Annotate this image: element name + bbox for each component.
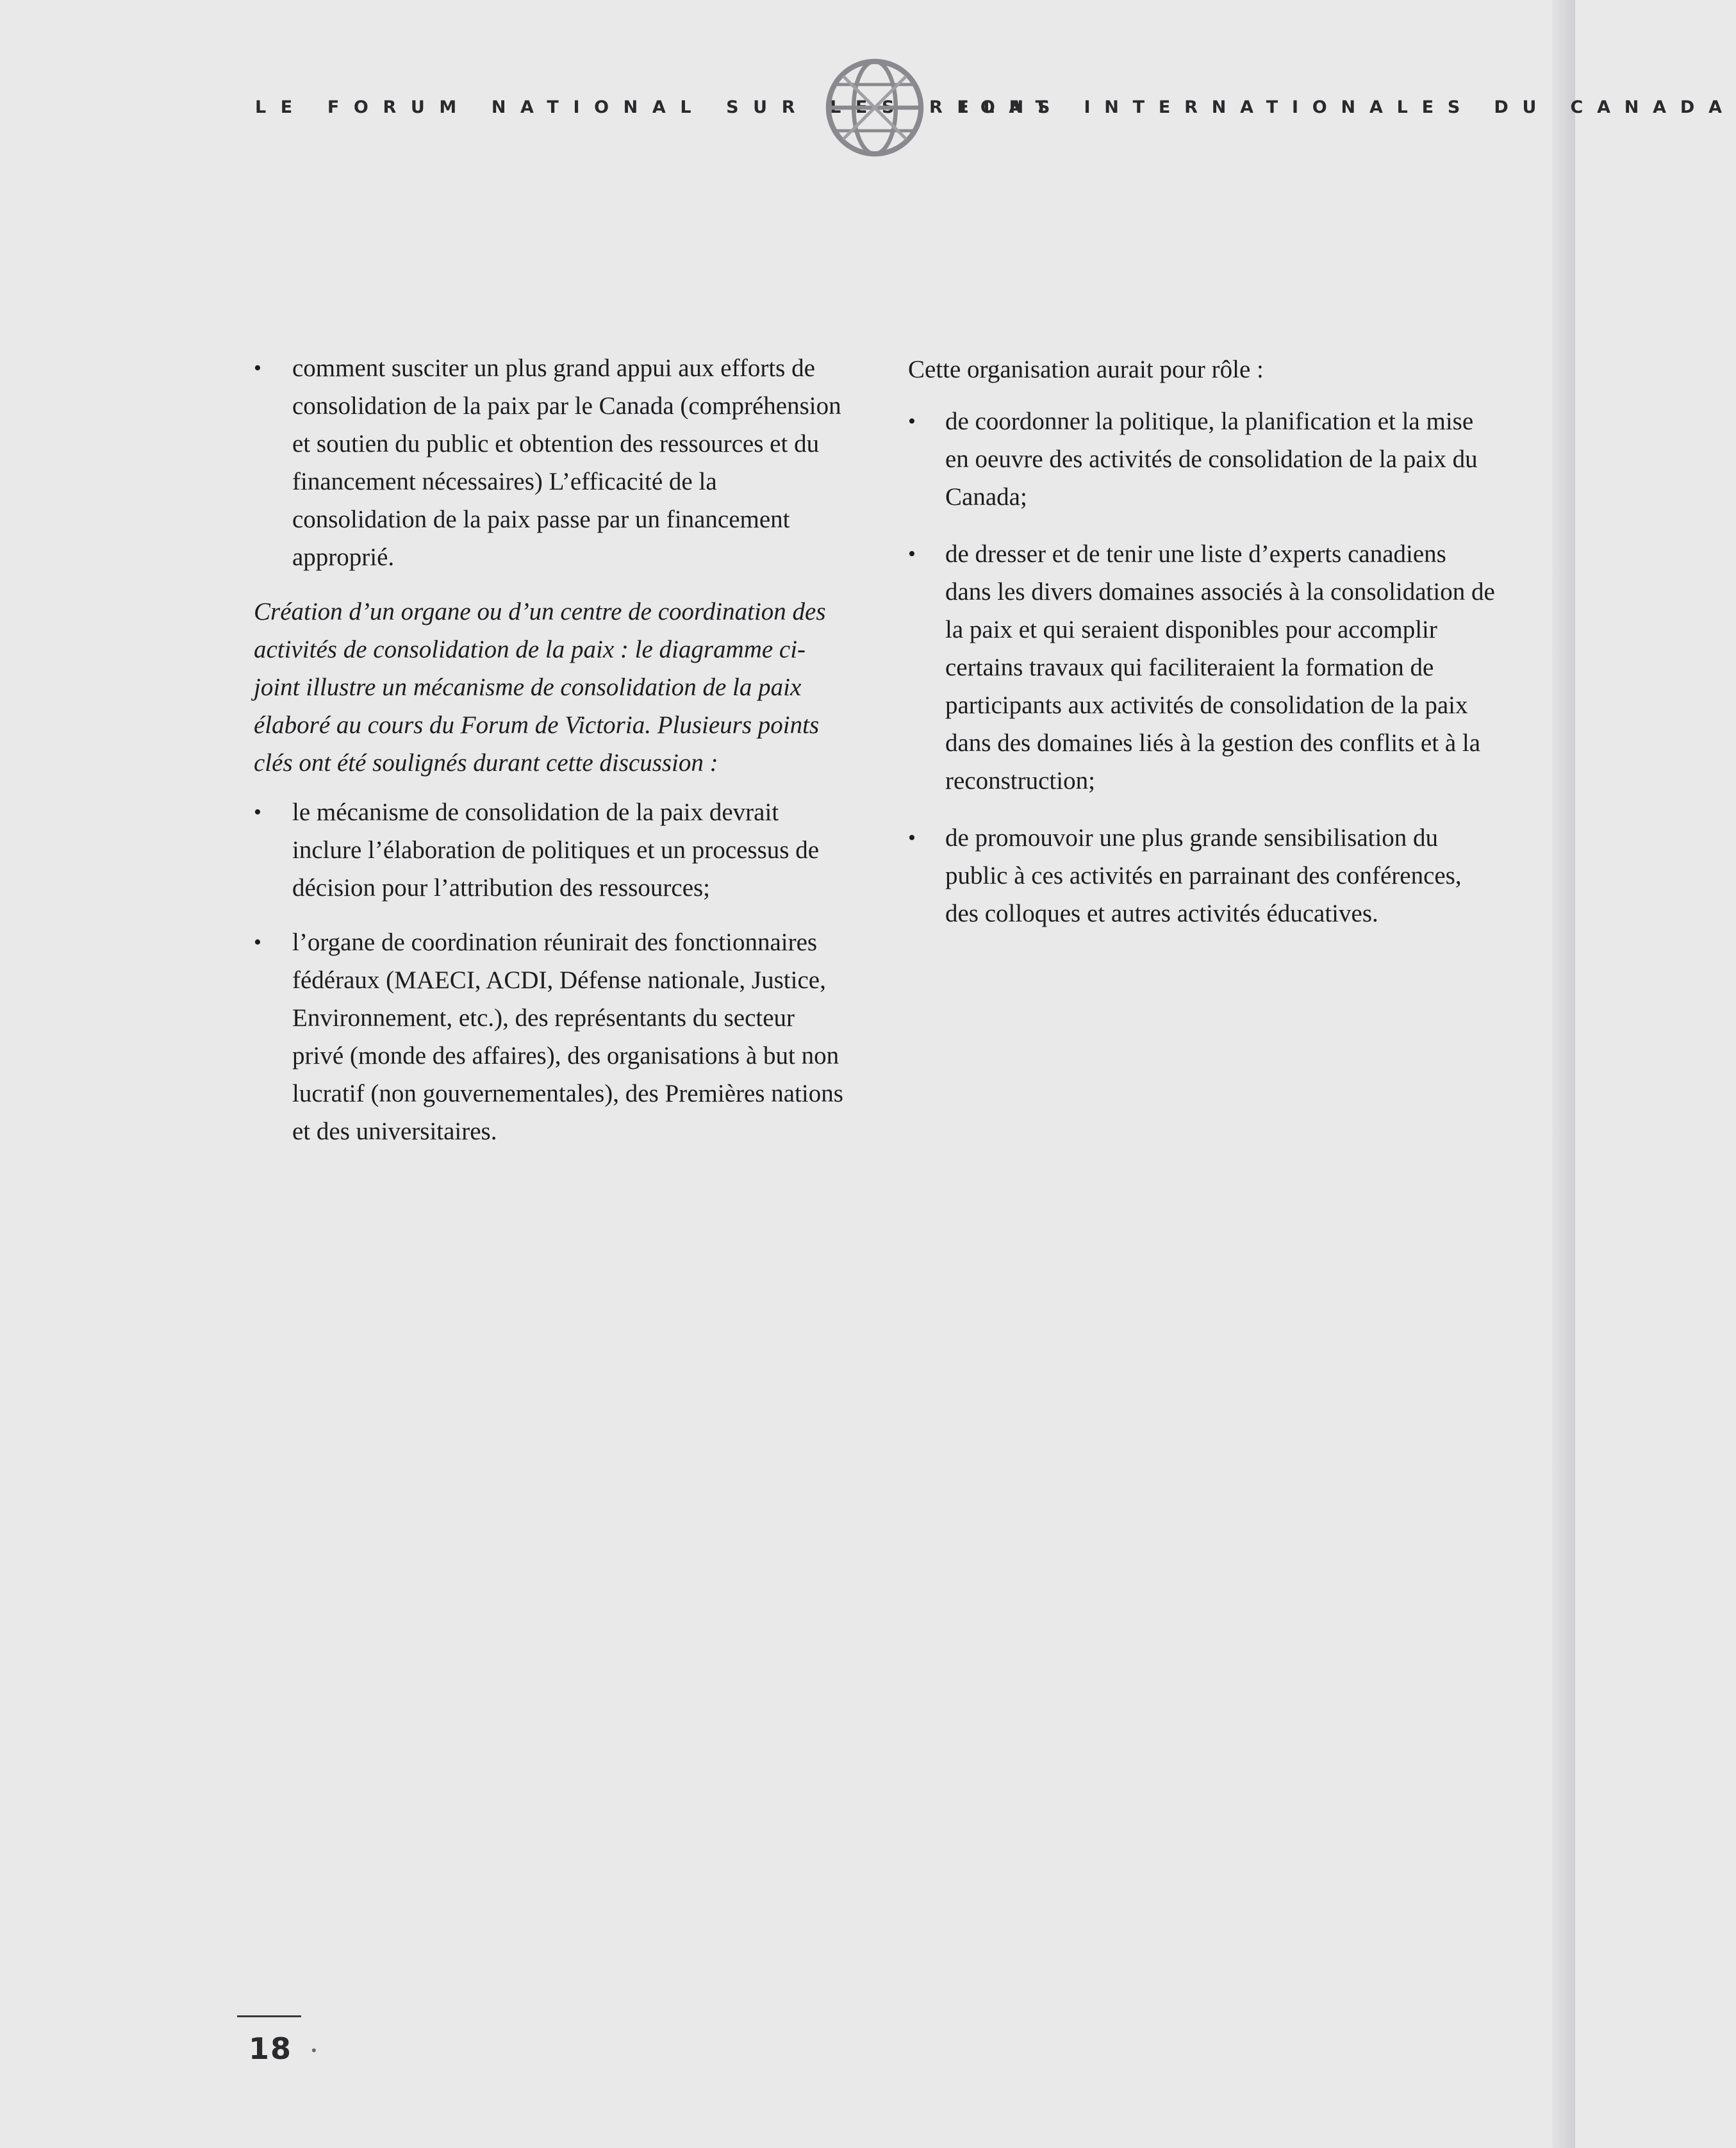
globe-icon xyxy=(822,55,927,160)
bullet-marker: • xyxy=(254,800,261,824)
left-column xyxy=(254,349,843,1167)
footer-rule xyxy=(237,2015,301,2017)
running-header xyxy=(255,88,1736,127)
list-item-text: l’organe de coordination réunirait des fonctionnaires fédéraux (MAECI, ACDI, Défense nationale, Justice, Environnement, etc.), des représentants du secteur privé (monde des affaires), des organisations à but non lucratif (non gouvernementales), des Premières nations et des universitaires. xyxy=(292,929,843,1145)
list-item-text: de coordonner la politique, la planification et la mise en oeuvre des activités de consolidation de la paix du Canada; xyxy=(945,408,1478,511)
footer-dot: • xyxy=(310,2043,318,2058)
bullet-marker: • xyxy=(254,930,261,954)
header-title-right: IONS INTERNATIONALES DU CANADA xyxy=(960,97,1736,117)
right-column xyxy=(908,351,1498,952)
list-item xyxy=(908,402,1498,516)
list-item-text: de dresser et de tenir une liste d’experts canadiens dans les divers domaines associés à la consolidation de la paix et qui seraient disponibles pour accomplir certains travaux qui faciliteraient la formation de participants aux activités de consolidation de la paix dans des domaines liés à la gestion des conflits et à la reconstruction; xyxy=(945,540,1495,795)
right-bullet-list xyxy=(908,402,1498,932)
list-item-text: de promouvoir une plus grande sensibilisation du public à ces activités en parrainant des conférences, des colloques et autres activités éducatives. xyxy=(945,824,1462,927)
list-item xyxy=(254,349,843,576)
bullet-marker: • xyxy=(254,356,261,380)
list-item xyxy=(254,793,843,907)
page-number: 18 xyxy=(249,2031,293,2066)
list-item-text: le mécanisme de consolidation de la paix devrait inclure l’élaboration de politiques et un processus de décision pour l’attribution des ressources; xyxy=(292,798,820,902)
bullet-marker: • xyxy=(908,826,916,850)
bullet-marker: • xyxy=(908,542,916,566)
list-item xyxy=(254,923,843,1150)
list-item xyxy=(908,535,1498,800)
bullet-marker: • xyxy=(908,409,916,433)
page-edge-shadow xyxy=(1552,0,1575,2148)
left-bullet-list-bottom xyxy=(254,793,843,1150)
header-title-left: LE FORUM NATIONAL SUR LES RELAT xyxy=(255,97,1062,117)
italic-section-paragraph: Création d’un organe ou d’un centre de coordination des activités de consolidation de la paix : le diagramme ci-joint illustre un mécanisme de consolidation de la paix élaboré au cours du Forum de Victoria. Plusieurs points clés ont été soulignés durant cette discussion : xyxy=(254,598,826,777)
right-column-intro: Cette organisation aurait pour rôle : xyxy=(908,356,1264,383)
list-item xyxy=(908,819,1498,932)
list-item-text: comment susciter un plus grand appui aux efforts de consolidation de la paix par le Canada (compréhension et soutien du public et obtention des ressources et du financement nécessaires) L’efficacité de la consolidation de la paix passe par un financement approprié. xyxy=(292,354,841,571)
left-bullet-list-top xyxy=(254,349,843,576)
